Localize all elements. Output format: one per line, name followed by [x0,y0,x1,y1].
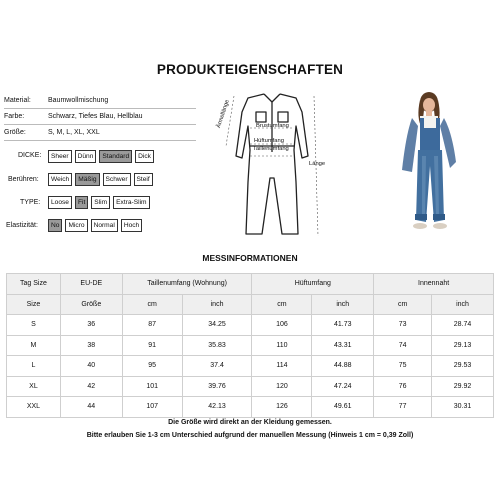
table-subheader: Size [7,294,61,315]
table-cell: 43.31 [312,335,374,356]
table-cell: 44 [60,397,122,418]
chip-option: Dick [135,150,154,163]
table-cell: 41.73 [312,315,374,336]
table-cell: 87 [122,315,182,336]
scale-elasticity-label: Elastizität: [6,222,38,229]
table-subheader: inch [312,294,374,315]
attr-size-value: S, M, L, XL, XXL [48,129,100,136]
table-cell: 76 [374,376,432,397]
table-cell: 42.13 [182,397,252,418]
table-row [7,335,494,356]
chip-option: Slim [91,196,110,209]
table-cell: 106 [252,315,312,336]
table-cell: L [7,356,61,377]
table-cell: 120 [252,376,312,397]
scale-touch-label: Berühren: [8,176,39,183]
table-cell: 95 [122,356,182,377]
table-row [7,376,494,397]
chip-option: Dünn [75,150,97,163]
table-header: Taillenumfang (Wohnung) [122,274,252,295]
scale-touch [48,173,153,186]
table-cell: 47.24 [312,376,374,397]
chip-option: Loose [48,196,72,209]
chip-option: Hoch [121,219,142,232]
table-cell: 77 [374,397,432,418]
label-taille: Taillenumfang [253,146,289,152]
table-cell: 107 [122,397,182,418]
chip-option: Weich [48,173,72,186]
table-cell: 126 [252,397,312,418]
table-cell: 30.31 [432,397,494,418]
table-cell: 110 [252,335,312,356]
table-subheader: cm [252,294,312,315]
table-cell: 36 [60,315,122,336]
table-subheader: inch [182,294,252,315]
model-photo-denim-overalls [396,92,470,238]
table-cell: S [7,315,61,336]
table-header: Tag Size [7,274,61,295]
attr-color-value: Schwarz, Tiefes Blau, Hellblau [48,113,143,120]
scale-elasticity [48,219,142,232]
note-tolerance: Bitte erlauben Sie 1-3 cm Unterschied aufgrund der manuellen Messung (Hinweis 1 cm = 0,39 Zoll) [86,432,414,439]
divider [4,108,196,109]
table-cell: 101 [122,376,182,397]
attr-color-key: Farbe: [4,113,25,120]
table-header: EU-DE [60,274,122,295]
table-subheader: cm [374,294,432,315]
table-row [7,315,494,336]
scale-thickness-label: DICKE: [18,152,42,159]
table-cell: 44.88 [312,356,374,377]
chip-option: Extra-Slim [113,196,149,209]
table-cell: 42 [60,376,122,397]
chip-option: Normal [91,219,118,232]
table-cell: 29.13 [432,335,494,356]
table-cell: 75 [374,356,432,377]
table-row [7,356,494,377]
table-header: Hüftumfang [252,274,374,295]
scale-thickness [48,150,154,163]
chip-option: Steif [134,173,153,186]
table-title: MESSINFORMATIONEN [202,253,298,263]
table-subheader: inch [432,294,494,315]
table-row [7,397,494,418]
table-cell: 114 [252,356,312,377]
table-cell: 38 [60,335,122,356]
chip-option: Micro [65,219,87,232]
table-cell: 91 [122,335,182,356]
chip-option-selected: No [48,219,62,232]
table-cell: 29.92 [432,376,494,397]
note-measure: Die Größe wird direkt an der Kleidung gemessen. [168,419,332,426]
table-header: Innennaht [374,274,494,295]
table-cell: XL [7,376,61,397]
chip-option-selected: Mäßig [75,173,99,186]
size-table [6,273,494,418]
table-cell: 34.25 [182,315,252,336]
table-subheader-row [7,294,494,315]
table-cell: 73 [374,315,432,336]
table-cell: M [7,335,61,356]
table-cell: 28.74 [432,315,494,336]
divider [4,124,196,125]
table-cell: 35.83 [182,335,252,356]
attr-size-key: Größe: [4,129,26,136]
table-cell: 74 [374,335,432,356]
label-laenge: Länge [309,161,326,167]
divider [4,140,196,141]
label-aermel: Ärmellänge [216,99,231,129]
chip-option-selected: Fit [75,196,88,209]
table-cell: 29.53 [432,356,494,377]
page-title: PRODUKTEIGENSCHAFTEN [156,62,344,77]
scale-type-label: TYPE: [20,199,41,206]
table-cell: 49.61 [312,397,374,418]
table-cell: 40 [60,356,122,377]
attr-material-value: Baumwollmischung [48,97,109,104]
chip-option-selected: Standard [99,150,132,163]
chip-option: Sheer [48,150,72,163]
table-subheader: cm [122,294,182,315]
table-header-row [7,274,494,295]
table-cell: XXL [7,397,61,418]
table-cell: 39.76 [182,376,252,397]
attr-material-key: Material: [4,97,31,104]
table-subheader: Größe [60,294,122,315]
label-hueft: Hüftumfang [254,138,284,144]
scale-type [48,196,150,209]
chip-option: Schwer [103,173,131,186]
label-brust: Brustumfang [256,123,289,129]
table-cell: 37.4 [182,356,252,377]
